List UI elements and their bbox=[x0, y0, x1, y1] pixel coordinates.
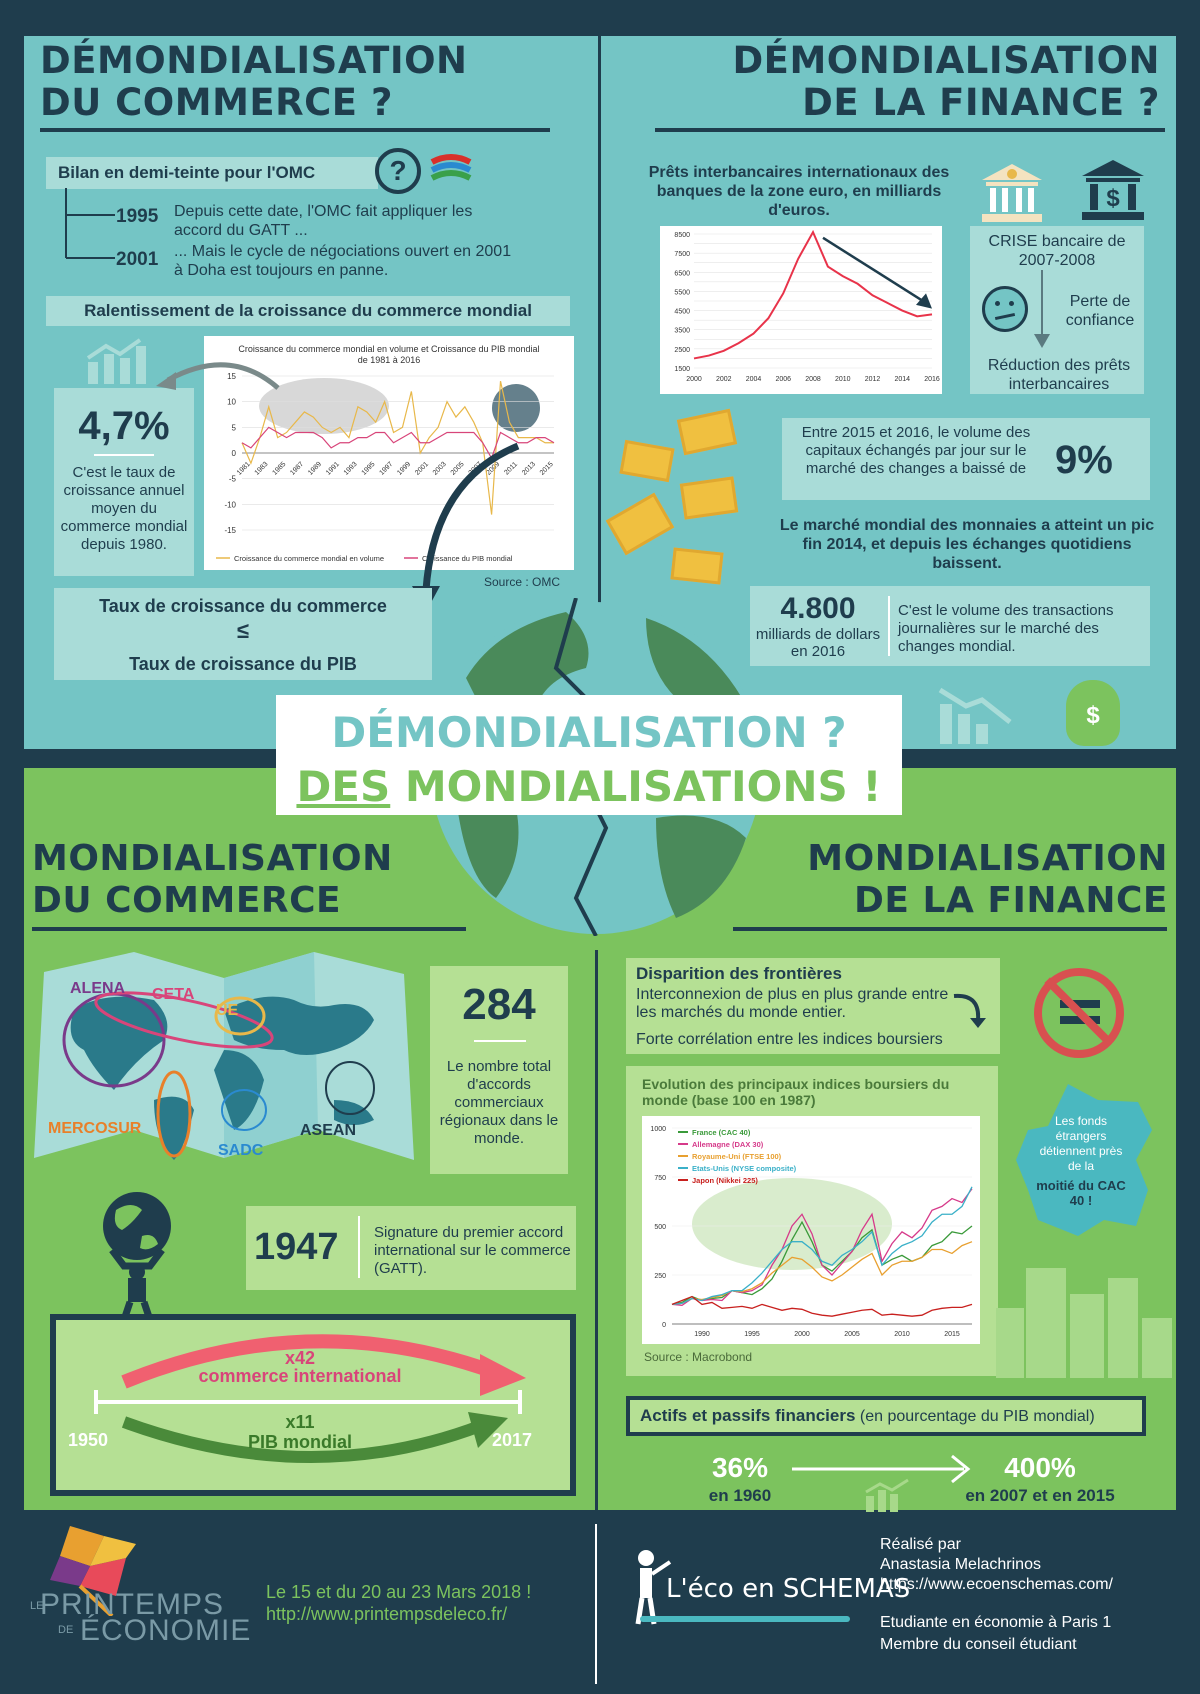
x-tick-label: 1995 bbox=[360, 460, 377, 477]
title-underline-bottom-right bbox=[733, 927, 1167, 931]
agreements-text: Le nombre total d'accords commerciaux régionaux dans le monde. bbox=[439, 1058, 559, 1147]
agreements-value: 284 bbox=[462, 980, 536, 1029]
comparison-bottom: Taux de croissance du PIB bbox=[129, 654, 357, 674]
x-tick-label: 2005 bbox=[844, 1331, 860, 1338]
title-mondialisation-commerce: MONDIALISATION DU COMMERCE bbox=[32, 838, 393, 921]
trade-chart-title: Croissance du commerce mondial en volume et Croissance du PIB mondial de 1981 à 2016 bbox=[238, 344, 540, 365]
y-tick-label: 0 bbox=[662, 1322, 666, 1329]
x-tick-label: 1991 bbox=[324, 460, 341, 477]
y-tick-label: 2500 bbox=[674, 346, 690, 354]
banknote-icon bbox=[680, 476, 738, 519]
y-tick-label: 250 bbox=[654, 1273, 666, 1280]
legend-label: Etats-Unis (NYSE composite) bbox=[692, 1164, 797, 1173]
center-line1: DÉMONDIALISATION ? bbox=[331, 708, 847, 757]
logo-de: DE bbox=[58, 1624, 74, 1636]
x-tick-label: 2012 bbox=[864, 376, 881, 383]
volume-unit: milliards de dollars en 2016 bbox=[755, 626, 881, 660]
x-tick-label: 1987 bbox=[289, 460, 306, 477]
indices-header: Evolution des principaux indices boursiers du monde (base 100 en 1987) bbox=[642, 1076, 950, 1108]
x-tick-label: 2005 bbox=[449, 460, 466, 477]
stock-indices-chart bbox=[642, 1116, 980, 1344]
brand-name: L'éco en SCHEMAS bbox=[666, 1574, 911, 1604]
credit-label: Réalisé par bbox=[880, 1536, 961, 1553]
x-tick-label: 2008 bbox=[805, 376, 821, 383]
legend-label: Croissance du PIB mondial bbox=[422, 554, 513, 563]
logo-le: LE bbox=[30, 1600, 44, 1612]
growth-year-start: 1950 bbox=[68, 1430, 109, 1450]
x-tick-label: 1993 bbox=[342, 460, 359, 477]
y-tick-label: 5 bbox=[231, 423, 236, 433]
y-tick-label: 3500 bbox=[674, 327, 690, 335]
credit-name: Anastasia Melachrinos bbox=[880, 1556, 1041, 1573]
growth-year-end: 2017 bbox=[492, 1430, 533, 1450]
x-tick-label: 1997 bbox=[378, 460, 395, 477]
foreign-funds-text: Les fonds étrangers détiennent près de la bbox=[1039, 1114, 1123, 1173]
map-label-alena: ALENA bbox=[70, 980, 126, 997]
y-tick-label: 500 bbox=[654, 1224, 666, 1231]
event-url[interactable]: http://www.printempsdeleco.fr/ bbox=[266, 1604, 508, 1624]
bottom-divider bbox=[595, 950, 598, 1510]
x-tick-label: 2000 bbox=[686, 376, 702, 383]
title-mondialisation-finance: MONDIALISATION DE LA FINANCE bbox=[807, 838, 1168, 921]
indices-source: Source : Macrobond bbox=[644, 1350, 753, 1364]
y-tick-label: 8500 bbox=[674, 232, 690, 239]
comparison-symbol: ≤ bbox=[236, 618, 250, 643]
legend-label: Japon (Nikkei 225) bbox=[692, 1176, 758, 1185]
assets-header bbox=[640, 1406, 1095, 1426]
legend-label: France (CAC 40) bbox=[692, 1128, 751, 1137]
growth-trade-mult: x42 bbox=[284, 1348, 316, 1368]
assets-end-value: 400% bbox=[1004, 1452, 1076, 1483]
y-tick-label: 5500 bbox=[674, 289, 690, 297]
no-barrier-icon bbox=[1034, 968, 1124, 1058]
x-tick-label: 2016 bbox=[924, 376, 940, 383]
gatt-year: 1947 bbox=[254, 1226, 339, 1268]
gatt-divider bbox=[358, 1216, 360, 1278]
small-growth-icon bbox=[864, 1478, 910, 1512]
fx-value: 9% bbox=[1055, 438, 1113, 482]
curved-arrow-down-icon bbox=[950, 990, 990, 1030]
y-tick-label: 4500 bbox=[674, 308, 690, 316]
coins-decoration bbox=[600, 400, 760, 600]
volume-text: C'est le volume des transactions journalières sur le marché des changes mondial. bbox=[898, 602, 1114, 655]
reduction-text: Réduction des prêts interbancaires bbox=[987, 357, 1131, 393]
banknote-icon bbox=[677, 409, 737, 455]
assets-end-label: en 2007 et en 2015 bbox=[965, 1486, 1115, 1505]
question-icon: ? bbox=[375, 148, 421, 194]
interbank-loans-chart bbox=[660, 226, 942, 394]
map-label-ue: UE bbox=[216, 1002, 239, 1019]
y-tick-label: 0 bbox=[231, 449, 236, 458]
x-tick-label: 2015 bbox=[944, 1331, 960, 1338]
gatt-text: Signature du premier accord international sur le commerce (GATT). bbox=[374, 1224, 571, 1277]
x-tick-label: 2001 bbox=[414, 460, 431, 477]
map-label-ceta: CETA bbox=[152, 986, 195, 1003]
legend-label: Croissance du commerce mondial en volume bbox=[234, 554, 385, 563]
credit-url[interactable]: https://www.ecoenschemas.com/ bbox=[880, 1576, 1113, 1593]
x-tick-label: 2010 bbox=[894, 1331, 910, 1338]
y-tick-label: 1500 bbox=[674, 366, 690, 373]
trade-chart-source: Source : OMC bbox=[484, 575, 561, 589]
timeline-text-2001: ... Mais le cycle de négociations ouvert en 2001 à Doha est toujours en panne. bbox=[174, 243, 512, 279]
legend-label: Royaume-Uni (FTSE 100) bbox=[692, 1152, 782, 1161]
x-tick-label: 2000 bbox=[794, 1331, 810, 1338]
y-tick-label: 750 bbox=[654, 1175, 666, 1182]
x-tick-label: 2014 bbox=[894, 376, 911, 383]
y-tick-label: 7500 bbox=[674, 251, 690, 259]
title-demondialisation-finance: DÉMONDIALISATION DE LA FINANCE ? bbox=[732, 39, 1160, 124]
assets-start-value: 36% bbox=[711, 1452, 769, 1483]
y-tick-label: -15 bbox=[224, 526, 236, 535]
trend-arrow bbox=[823, 238, 926, 303]
y-tick-label: 1000 bbox=[650, 1126, 666, 1133]
y-tick-label: -5 bbox=[228, 474, 236, 484]
x-tick-label: 1990 bbox=[694, 1331, 710, 1338]
growth-arrows bbox=[50, 1314, 576, 1496]
indices-chart-box bbox=[642, 1116, 980, 1344]
x-tick-label: 1995 bbox=[744, 1331, 760, 1338]
down-arrow-icon bbox=[1032, 270, 1052, 350]
fx-text: Entre 2015 et 2016, le volume des capitaux échangés par jour sur le marché des changes a baissé de bbox=[801, 424, 1031, 477]
title-demondialisation-commerce: DÉMONDIALISATION DU COMMERCE ? bbox=[40, 39, 468, 124]
x-tick-label: 2009 bbox=[485, 460, 502, 477]
timeline-year-1995: 1995 bbox=[116, 206, 159, 227]
loans-header: Prêts interbancaires internationaux des banques de la zone euro, en milliards d'euros. bbox=[648, 164, 950, 219]
y-tick-label: -10 bbox=[224, 500, 236, 510]
atlas-globe-icon bbox=[92, 1190, 182, 1320]
stat-value: 4,7% bbox=[78, 404, 170, 448]
center-line2 bbox=[276, 762, 902, 811]
title-underline-left bbox=[40, 128, 550, 132]
wto-logo-icon bbox=[428, 150, 474, 190]
buildings-icon bbox=[996, 1248, 1172, 1378]
map-label-asean: ASEAN bbox=[300, 1122, 357, 1139]
growth-trade-label: commerce international bbox=[198, 1366, 402, 1386]
center-line2-underlined: DES bbox=[296, 762, 391, 811]
highlight-ellipse bbox=[692, 1178, 892, 1270]
stat-value-underline bbox=[94, 454, 154, 456]
legend-label: Allemagne (DAX 30) bbox=[692, 1140, 764, 1149]
loans-chart-box bbox=[660, 226, 942, 394]
volume-value: 4.800 bbox=[780, 592, 856, 625]
confidence-text: Perte de confiance bbox=[1065, 293, 1135, 329]
y-tick-label: 10 bbox=[227, 397, 236, 407]
x-tick-label: 1983 bbox=[253, 460, 270, 477]
x-tick-label: 2002 bbox=[715, 376, 732, 383]
x-tick-label: 1985 bbox=[271, 460, 288, 477]
bank-icon bbox=[980, 160, 1044, 224]
banknote-icon bbox=[619, 440, 674, 482]
curved-arrow-to-stat bbox=[150, 350, 290, 400]
x-tick-label: 1999 bbox=[396, 460, 413, 477]
footer-divider bbox=[595, 1524, 597, 1684]
banknote-icon bbox=[670, 547, 723, 584]
growth-chart-icon bbox=[84, 338, 148, 384]
x-tick-label: 2003 bbox=[431, 460, 448, 477]
x-tick-label: 2015 bbox=[538, 460, 555, 477]
brand-swoosh bbox=[640, 1616, 850, 1622]
y-tick-label: 15 bbox=[227, 372, 236, 381]
x-tick-label: 2007 bbox=[467, 460, 484, 477]
volume-divider bbox=[888, 596, 890, 656]
peak-text: Le marché mondial des monnaies a atteint un pic fin 2014, et depuis les échanges quotidiens baissent. bbox=[779, 517, 1155, 572]
x-tick-label: 2010 bbox=[834, 376, 851, 383]
title-underline-bottom-left bbox=[32, 927, 466, 931]
borders-header: Disparition des frontières bbox=[636, 964, 842, 983]
x-tick-label: 1981 bbox=[235, 460, 252, 477]
timeline-text-1995: Depuis cette date, l'OMC fait appliquer les accord du GATT ... bbox=[174, 203, 473, 239]
title-underline-right bbox=[655, 128, 1165, 132]
omc-header: Bilan en demi-teinte pour l'OMC bbox=[46, 157, 378, 189]
x-tick-label: 1989 bbox=[307, 460, 324, 477]
event-dates: Le 15 et du 20 au 23 Mars 2018 ! bbox=[266, 1582, 532, 1602]
slowdown-header: Ralentissement de la croissance du commerce mondial bbox=[46, 296, 570, 326]
banknote-icon bbox=[606, 493, 674, 556]
credit-role2: Membre du conseil étudiant bbox=[880, 1636, 1077, 1653]
logo-economie: ÉCONOMIE bbox=[80, 1614, 252, 1647]
borders-text1: Interconnexion de plus en plus grande entre les marchés du monde entier. bbox=[636, 986, 949, 1021]
growth-gdp-label: PIB mondial bbox=[247, 1432, 352, 1452]
money-bag-icon: $ bbox=[1066, 680, 1120, 746]
comparison-top: Taux de croissance du commerce bbox=[99, 596, 387, 616]
decline-chart-icon bbox=[936, 684, 1016, 744]
agreements-underline bbox=[474, 1040, 526, 1042]
x-tick-label: 2006 bbox=[775, 376, 792, 383]
map-label-mercosur: MERCOSUR bbox=[48, 1120, 142, 1137]
crisis-text: CRISE bancaire de 2007-2008 bbox=[988, 233, 1126, 269]
stat-text: C'est le taux de croissance annuel moyen du commerce mondial depuis 1980. bbox=[60, 464, 188, 553]
bank-dollar-icon bbox=[1080, 156, 1146, 224]
x-tick-label: 2011 bbox=[503, 460, 519, 477]
assets-start-label: en 1960 bbox=[708, 1486, 772, 1505]
center-line2-rest: MONDIALISATIONS ! bbox=[390, 762, 882, 811]
map-label-sadc: SADC bbox=[218, 1142, 264, 1159]
assets-header-note: (en pourcentage du PIB mondial) bbox=[855, 1408, 1095, 1425]
growth-gdp-mult: x11 bbox=[285, 1412, 315, 1432]
credit-role1: Etudiante en économie à Paris 1 bbox=[880, 1614, 1112, 1631]
logo-printemps: PRINTEMPS bbox=[40, 1588, 225, 1621]
svg-text:$: $ bbox=[1106, 185, 1120, 212]
assets-header-bold: Actifs et passifs financiers bbox=[640, 1406, 856, 1425]
timeline-bracket bbox=[60, 188, 120, 262]
timeline-year-2001: 2001 bbox=[116, 249, 159, 270]
confused-face-icon bbox=[982, 286, 1028, 332]
y-tick-label: 6500 bbox=[674, 270, 690, 278]
x-tick-label: 2013 bbox=[521, 460, 538, 477]
x-tick-label: 2004 bbox=[745, 376, 762, 383]
borders-text2: Forte corrélation entre les indices boursiers bbox=[636, 1031, 943, 1048]
foreign-funds-bold: moitié du CAC 40 ! bbox=[1036, 1178, 1126, 1208]
